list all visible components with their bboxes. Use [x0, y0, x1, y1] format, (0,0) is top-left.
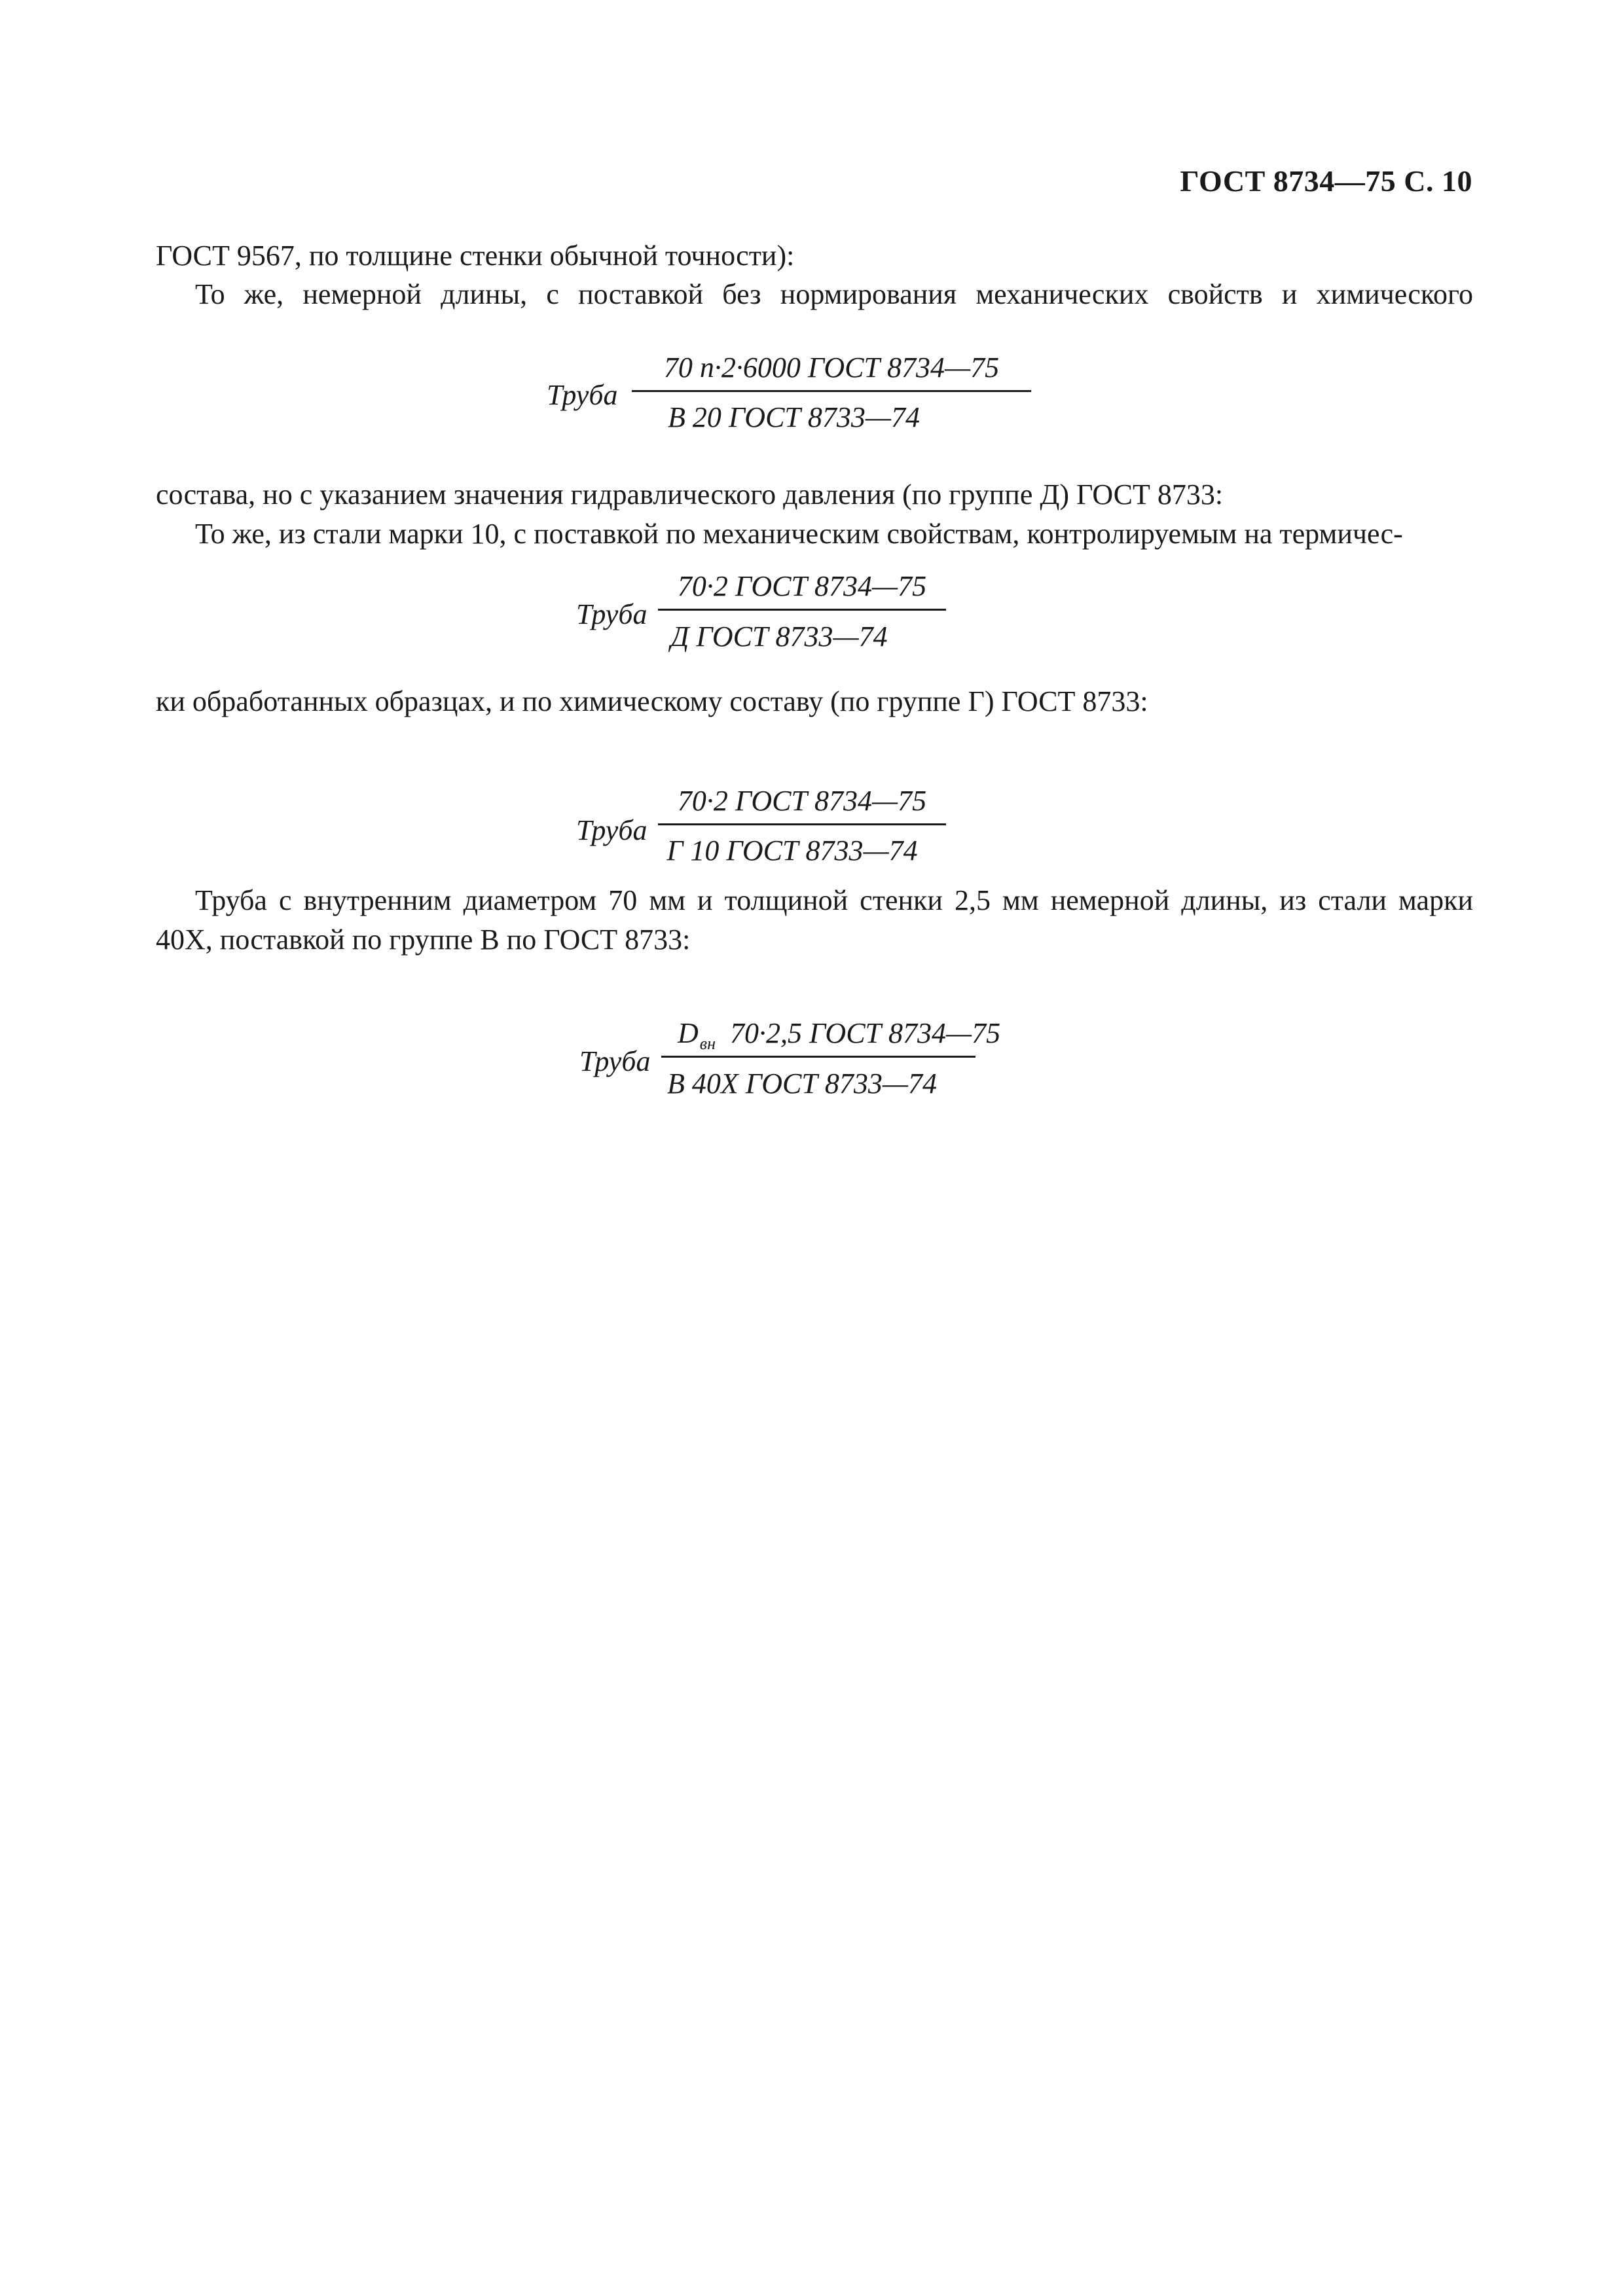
- paragraph-line: 40Х, поставкой по группе В по ГОСТ 8733:: [156, 924, 691, 956]
- paragraph-line: ки обработанных образцах, и по химическому составу (по группе Г) ГОСТ 8733:: [156, 685, 1148, 717]
- diameter-subscript: вн: [699, 1034, 716, 1053]
- designation-numerator: 70·2 ГОСТ 8734—75: [677, 785, 927, 817]
- designation-label: Труба: [547, 379, 618, 411]
- designation-denominator: В 40Х ГОСТ 8733—74: [667, 1067, 937, 1100]
- page-header: ГОСТ 8734—75 С. 10: [1180, 164, 1472, 198]
- fraction-bar: [632, 390, 1031, 392]
- paragraph-line: То же, немерной длины, с поставкой без нормирования механических свойств и химического: [195, 278, 1473, 310]
- numerator-text: 70·2,5 ГОСТ 8734—75: [729, 1017, 1001, 1049]
- designation-label: Труба: [579, 1045, 651, 1077]
- paragraph-line: ГОСТ 9567, по толщине стенки обычной точности):: [156, 240, 795, 272]
- fraction-bar: [658, 609, 946, 611]
- designation-numerator: [661, 1016, 1008, 1054]
- paragraph-line: состава, но с указанием значения гидравлического давления (по группе Д) ГОСТ 8733:: [156, 478, 1224, 511]
- fraction-bar: [658, 823, 946, 825]
- designation-label: Труба: [576, 814, 647, 846]
- paragraph-line: То же, из стали марки 10, с поставкой по механическим свойствам, контролируемым на термичес-: [195, 518, 1403, 550]
- designation-denominator: В 20 ГОСТ 8733—74: [667, 401, 921, 433]
- fraction-bar: [661, 1056, 976, 1058]
- designation-numerator: 70 n·2·6000 ГОСТ 8734—75: [663, 351, 1000, 384]
- diameter-symbol: D: [678, 1017, 699, 1049]
- designation-denominator: Д ГОСТ 8733—74: [670, 620, 888, 653]
- designation-numerator: 70·2 ГОСТ 8734—75: [677, 570, 927, 602]
- designation-denominator: Г 10 ГОСТ 8733—74: [666, 834, 918, 867]
- paragraph-line: Труба с внутренним диаметром 70 мм и толщиной стенки 2,5 мм немерной длины, из стали марки: [195, 884, 1473, 916]
- designation-label: Труба: [576, 598, 647, 630]
